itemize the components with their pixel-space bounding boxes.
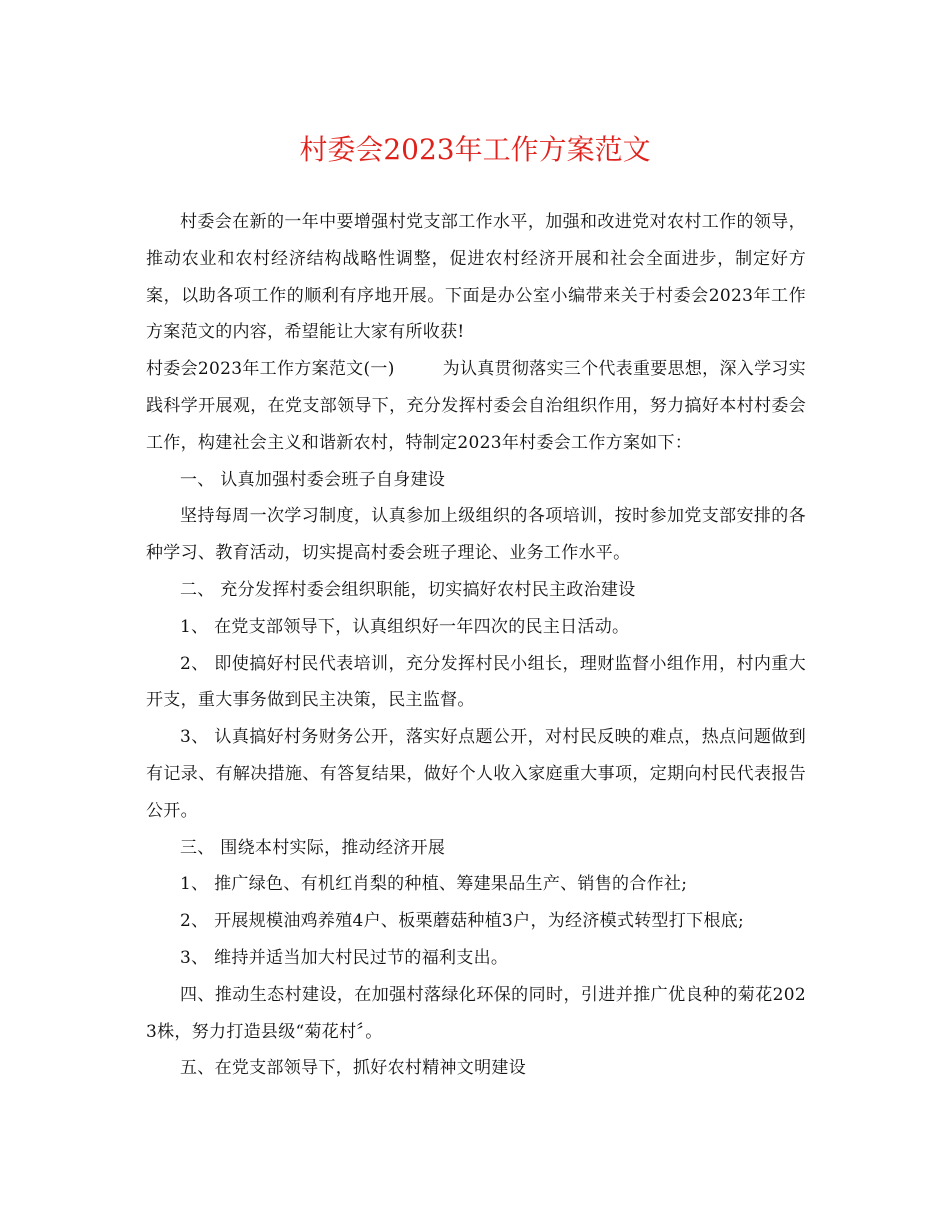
section-one-text: 为认真贯彻落实三个代表重要思想，深入学习实践科学开展观，在党支部领导下，充分发挥村委会自治组织作用，努力搞好本村村委会工作，构建社会主义和谐新农村，特制定2023年村委会工作方案如下： [146, 359, 806, 453]
list-item: 2、 即使搞好村民代表培训，充分发挥村民小组长，理财监督小组作用，村内重大开支，重大事务做到民主决策，民主监督。 [146, 653, 806, 711]
heading-4: 四、推动生态村建设，在加强村落绿化环保的同时，引进并推广优良种的菊花2023株，努力打造县级“菊花村〞。 [146, 984, 806, 1042]
list-item: 3、 维持并适当加大村民过节的福利支出。 [180, 947, 509, 968]
heading-1: 一、 认真加强村委会班子自身建设 [180, 469, 446, 490]
paragraph: 坚持每周一次学习制度，认真参加上级组织的各项培训，按时参加党支部安排的各种学习、教育活动，切实提高村委会班子理论、业务工作水平。 [146, 506, 806, 564]
list-item: 3、 认真搞好村务财务公开，落实好点题公开，对村民反映的难点，热点问题做到有记录、有解决措施、有答复结果，做好个人收入家庭重大事项，定期向村民代表报告公开。 [146, 727, 806, 821]
section-one-paragraph [146, 351, 806, 461]
list-item: 2、 开展规模油鸡养殖4户、板栗蘑菇种植3户，为经济模式转型打下根底; [180, 911, 745, 932]
document-title: 村委会2023年工作方案范文 [299, 133, 651, 166]
list-item: 1、 在党支部领导下，认真组织好一年四次的民主日活动。 [180, 616, 630, 637]
intro-paragraph: 村委会在新的一年中要增强村党支部工作水平，加强和改进党对农村工作的领导，推动农业和农村经济结构战略性调整，促进农村经济开展和社会全面进步，制定好方案，以助各项工作的顺利有序地开展。下面是办公室小编带来关于村委会2023年工作方案范文的内容，希望能让大家有所收获! [146, 212, 806, 343]
document-body [146, 204, 806, 1087]
section-one-label: 村委会2023年工作方案范文(一) [146, 359, 395, 380]
list-item: 1、 推广绿色、有机红肖梨的种植、筹建果品生产、销售的合作社; [180, 874, 688, 895]
heading-2: 二、 充分发挥村委会组织职能，切实搞好农村民主政治建设 [180, 579, 636, 600]
heading-5: 五、在党支部领导下，抓好农村精神文明建设 [180, 1058, 526, 1079]
heading-3: 三、 围绕本村实际，推动经济开展 [180, 837, 446, 858]
